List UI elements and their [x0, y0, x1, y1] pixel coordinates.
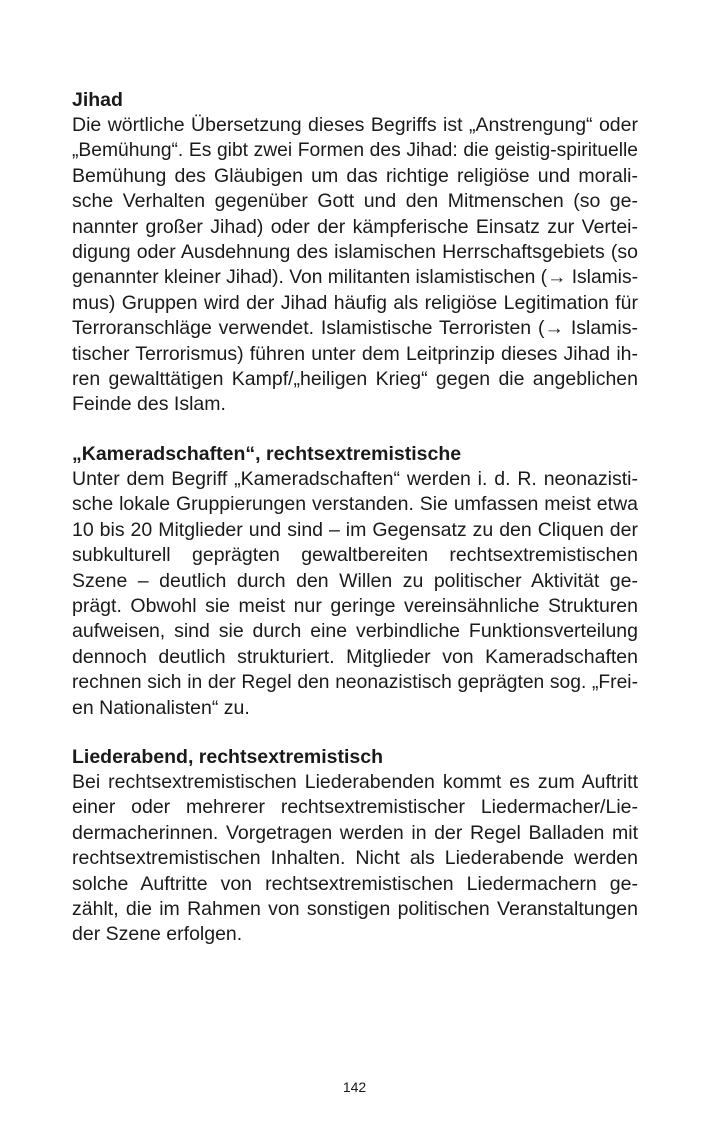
body-line: zählt, die im Rahmen von sonstigen politischen Veranstaltungen	[72, 897, 638, 920]
entry-title: Liederabend, rechtsextremistisch	[72, 745, 384, 768]
entry-body	[72, 467, 638, 721]
body-line: rechnen sich in der Regel den neonazistisch geprägten sog. „Frei-	[72, 672, 638, 694]
body-line: sche lokale Gruppierungen verstanden. Sie umfassen meist etwa	[72, 493, 638, 516]
glossary-entry-liederabend	[72, 745, 638, 948]
body-line: der Szene erfolgen.	[72, 923, 243, 946]
body-line: en Nationalisten“ zu.	[72, 696, 250, 719]
body-line: subkulturell geprägten gewaltbereiten rechtsextremistischen	[72, 544, 638, 567]
entry-body	[72, 113, 638, 418]
body-line: rechtsextremistischen Inhalten. Nicht als Liederabende werden	[72, 847, 638, 870]
body-line: prägt. Obwohl sie meist nur geringe vereinsähnliche Strukturen	[72, 594, 638, 617]
body-line: dennoch deutlich strukturiert. Mitglieder von Kameradschaften	[72, 645, 638, 668]
body-line: nannter großer Jihad) oder der kämpferische Einsatz zur Vertei-	[72, 215, 638, 238]
entry-body	[72, 770, 638, 948]
body-line: 10 bis 20 Mitglieder und sind – im Gegensatz zu den Cliquen der	[72, 518, 638, 541]
body-line: Terroranschläge verwendet. Islamistische Terroristen (→ Islamis-	[72, 317, 638, 340]
entry-title: „Kameradschaften“, rechtsextremistische	[72, 442, 462, 465]
body-line: aufweisen, sind sie durch eine verbindliche Funktionsverteilung	[72, 620, 638, 643]
body-line: „Bemühung“. Es gibt zwei Formen des Jihad: die geistig-spirituelle	[72, 140, 638, 162]
body-line: Bemühung des Gläubigen um das richtige religiöse und morali-	[72, 164, 638, 187]
body-line: Feinde des Islam.	[72, 393, 226, 416]
body-line: digung oder Ausdehnung des islamischen Herrschaftsgebiets (so	[72, 241, 638, 264]
entry-title: Jihad	[72, 89, 123, 111]
page-number: 142	[342, 1079, 367, 1095]
body-line: ren gewalttätigen Kampf/„heiligen Krieg“ gegen die angeblichen	[72, 368, 638, 391]
glossary-entry-jihad	[72, 88, 638, 418]
body-line: Die wörtliche Übersetzung dieses Begriffs ist „Anstrengung“ oder	[72, 114, 638, 136]
body-line: Bei rechtsextremistischen Liederabenden kommt es zum Auftritt	[72, 770, 638, 793]
body-line: mus) Gruppen wird der Jihad häufig als religiöse Legitimation für	[72, 291, 638, 314]
body-line: Unter dem Begriff „Kameradschaften“ werden i. d. R. neonazisti-	[72, 467, 638, 490]
body-line: genannter kleiner Jihad). Von militanten islamistischen (→ Islamis-	[72, 267, 638, 289]
body-line: Szene – deutlich durch den Willen zu politischer Aktivität ge-	[72, 569, 638, 592]
document-page	[72, 88, 638, 972]
body-line: sche Verhalten gegenüber Gott und den Mitmenschen (so ge-	[72, 190, 638, 213]
body-line: tischer Terrorismus) führen unter dem Leitprinzip dieses Jihad ih-	[72, 342, 638, 365]
body-line: solche Auftritte von rechtsextremistischen Liedermachern ge-	[72, 872, 638, 895]
body-line: dermacherinnen. Vorgetragen werden in der Regel Balladen mit	[72, 821, 638, 844]
body-line: einer oder mehrerer rechtsextremistischer Liedermacher/Lie-	[72, 796, 638, 819]
glossary-entry-kameradschaften	[72, 442, 638, 721]
